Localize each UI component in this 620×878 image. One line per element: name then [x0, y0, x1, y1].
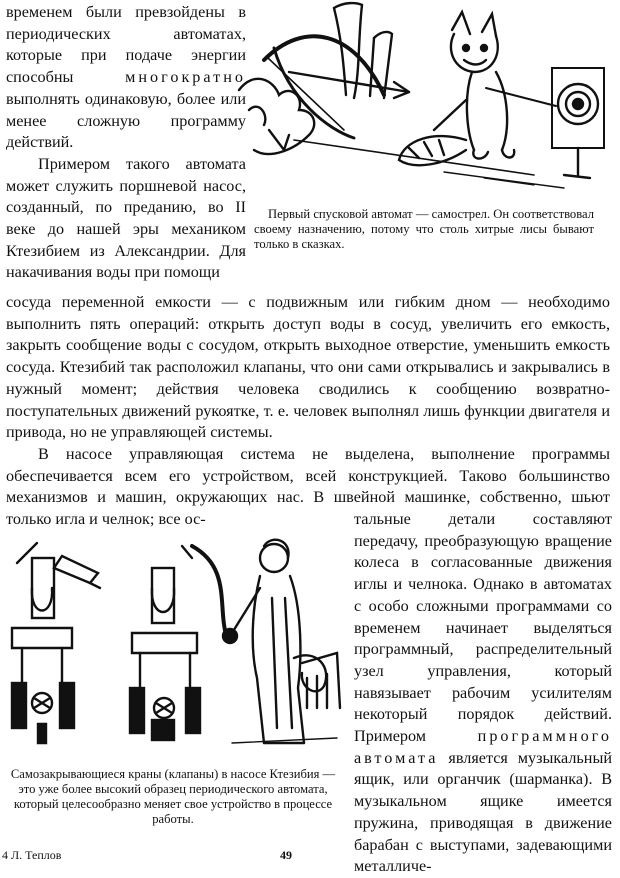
valves-caption: Самозакрывающиеся краны (клапаны) в насосе Ктезибия — это уже более высокий образец периодического автомата, который целесообразно меняет свое устройство в процессе работы.	[10, 767, 336, 826]
page-number: 49	[280, 848, 292, 862]
paragraph-1-text: временем были превзойдены в периодических автоматах, которые при подаче энергии способны	[6, 3, 246, 87]
paragraph-1-end: выполнять одинаковую, более или менее сложную программу действий.	[6, 89, 246, 152]
footer-signature: 4 Л. Теплов	[2, 848, 62, 862]
crossbow-fox-illustration	[234, 0, 614, 205]
spaced-word: многократно	[125, 68, 246, 87]
crossbow-caption: Первый спусковой автомат — самострел. Он соответствовал своему назначению, потому что столь хитрые лисы бывают только в сказках.	[254, 207, 594, 251]
paragraph-3-end: является музыкальный ящик, или органчик (шарманка). В музыкальном ящике имеется пружина, приводящая в движение барабан с выступами, задевающими металличе-	[354, 748, 613, 876]
paragraph-2-continued: сосуда переменной емкости — с подвижным или гибким дном — необходимо выполнить пять операций: открыть доступ воды в сосуд, увеличить его емкость, закрыть сообщение воды с сосудом, открыть выходное отверстие, уменьшить емкость сосуда. Ктезибий так расположил клапаны, что они сами открывались и закрывались в нужный момент; действия человека сводились к сообщению возвратно-поступательных движений рукоятке, т. е. человек выполнял лишь функции двигателя и привода, но не управляющей системы.	[6, 293, 610, 442]
right-column	[354, 509, 612, 878]
paragraph-2: Примером такого автомата может служить поршневой насос, созданный, по преданию, во II веке до нашей эры механиком Ктезибием из Александрии. Для накачивания воды при помощи	[6, 154, 246, 282]
paragraph-3-continued	[354, 509, 612, 878]
paragraph-3-cont-text: тальные детали составляют передачу, преобразующую вращение колеса в согласованные движения иглы и челнока. Однако в автоматах с особо сложными программами со временем начинает выделяться программный, распределительный узел управления, который навязывает рабочим усилителям некоторый порядок действий. Примером	[354, 510, 612, 746]
spaced-phrase: программного автомата	[354, 727, 612, 767]
pump-valves-illustration	[2, 528, 342, 763]
paragraph-3: В насосе управляющая система не выделена, выполнение программы обеспечивается всем его устройством, всей конструкцией. Таково большинство механизмов и машин, окружающих нас. В швейной машинке, собственно, шьют только игла и челнок; все ос-	[6, 444, 610, 529]
paragraph-1	[6, 2, 246, 154]
full-width-column	[6, 292, 610, 531]
top-left-column	[6, 2, 246, 284]
